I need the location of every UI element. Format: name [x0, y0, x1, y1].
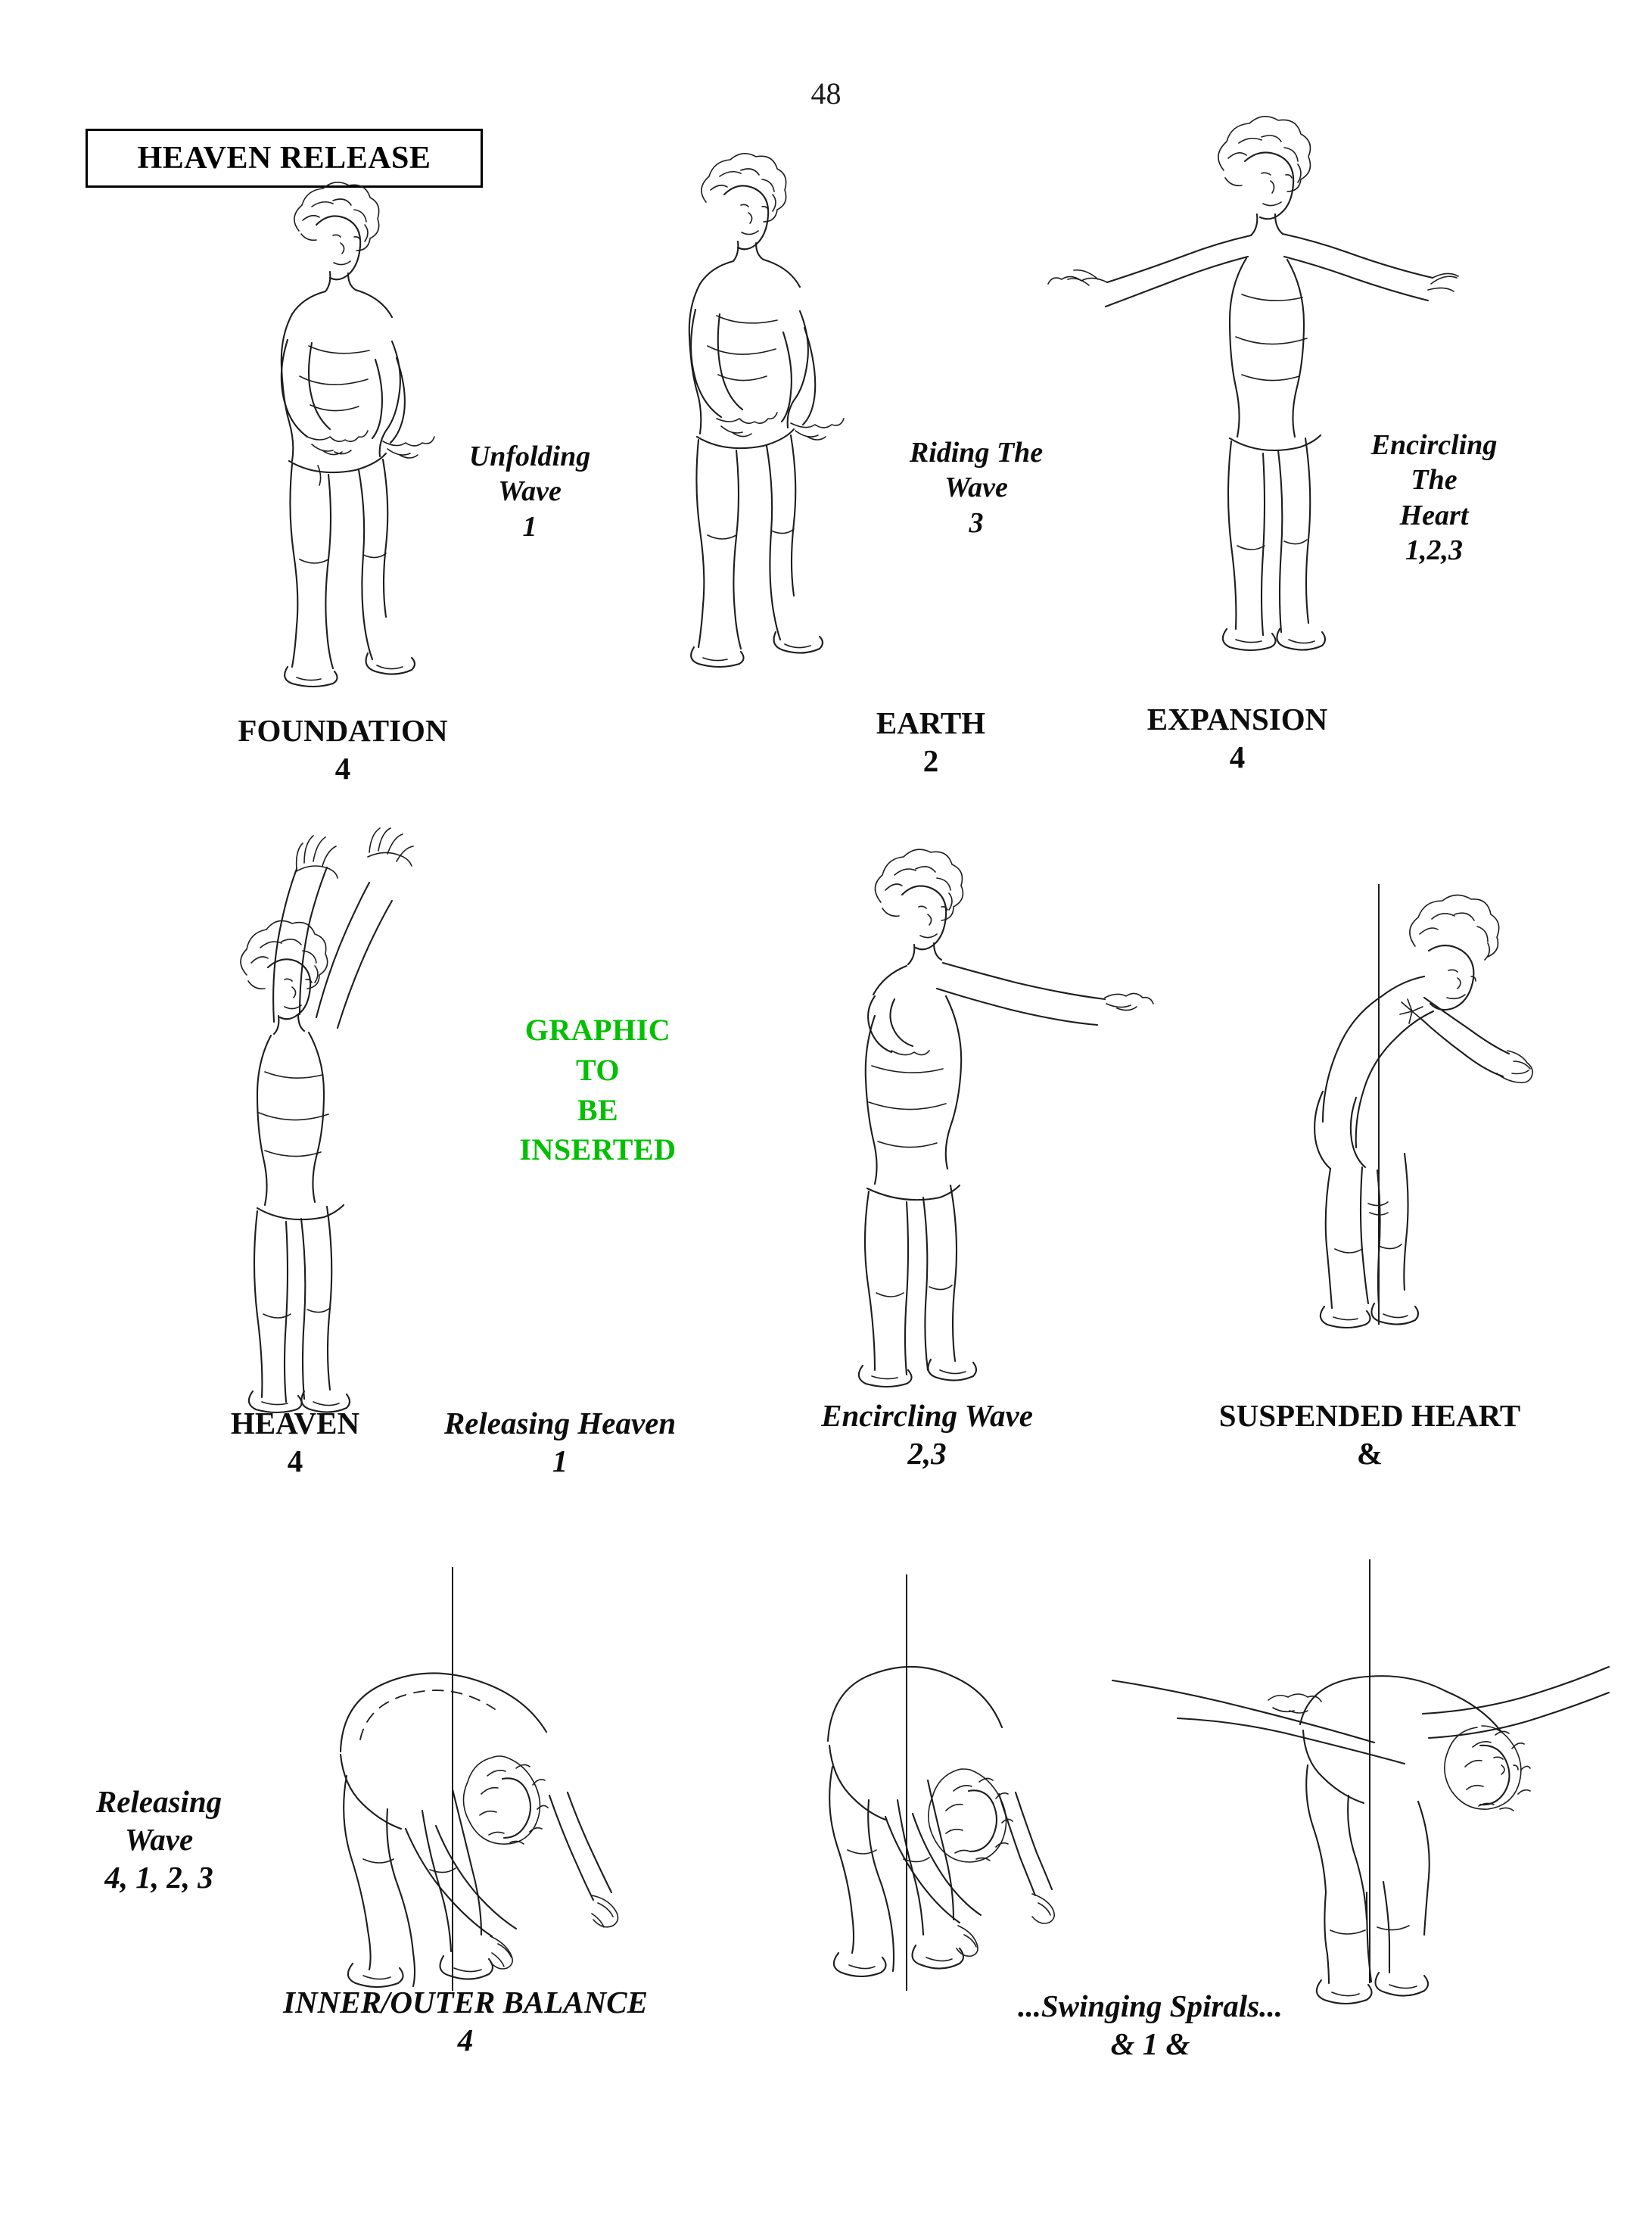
- caption-expansion-count: 4: [1229, 740, 1246, 775]
- caption-encircling-wave-name: Encircling Wave: [821, 1398, 1033, 1433]
- caption-suspended-heart-name: SUSPENDED HEART: [1218, 1398, 1521, 1433]
- caption-releasing-wave: [38, 1783, 280, 1896]
- caption-expansion: [1075, 700, 1400, 776]
- section-title: HEAVEN RELEASE: [137, 141, 431, 176]
- caption-foundation-name: FOUNDATION: [238, 713, 448, 748]
- figure-earth: [647, 148, 874, 677]
- caption-inner-outer-balance-count: 4: [457, 2023, 474, 2058]
- placeholder-line-1: GRAPHIC: [524, 1013, 671, 1047]
- caption-releasing-wave-name2: Wave: [124, 1822, 194, 1858]
- caption-expansion-name: EXPANSION: [1146, 702, 1328, 737]
- caption-encircling-wave-count: 2,3: [907, 1436, 947, 1472]
- caption-suspended-heart: [1150, 1397, 1589, 1472]
- caption-inner-outer-balance: [189, 1983, 742, 2059]
- caption-encircling-the-heart: [1309, 428, 1559, 568]
- caption-encircling-the-heart-name: Encircling: [1370, 429, 1498, 461]
- caption-releasing-heaven: [382, 1404, 738, 1480]
- caption-foundation-count: 4: [334, 751, 351, 786]
- caption-riding-the-wave-count: 3: [969, 506, 984, 539]
- figure-heaven: [189, 772, 439, 1378]
- caption-releasing-wave-count: 4, 1, 2, 3: [104, 1860, 213, 1895]
- caption-encircling-the-heart-name2: The: [1411, 464, 1458, 497]
- caption-heaven-name: HEAVEN: [230, 1406, 360, 1440]
- caption-encircling-the-heart-count: 1,2,3: [1405, 534, 1463, 567]
- caption-releasing-wave-name: Releasing: [95, 1784, 222, 1819]
- page-number: 48: [810, 76, 842, 111]
- figure-encircling-wave: [825, 848, 1188, 1408]
- caption-earth-count: 2: [922, 743, 939, 779]
- caption-releasing-heaven-count: 1: [552, 1444, 568, 1479]
- caption-releasing-heaven-name: Releasing Heaven: [443, 1406, 677, 1440]
- figure-suspended-heart: [1264, 870, 1604, 1355]
- graphic-placeholder-note: [484, 1011, 711, 1170]
- caption-unfolding-wave-count: 1: [522, 510, 537, 543]
- caption-swinging-spirals: [893, 1987, 1408, 2063]
- caption-encircling-the-heart-name3: Heart: [1399, 499, 1469, 531]
- caption-riding-the-wave-name: Riding The: [909, 437, 1044, 469]
- figure-swinging-spirals-1: [779, 1567, 1097, 2036]
- caption-swinging-spirals-count: & 1 &: [1110, 2026, 1190, 2062]
- caption-heaven-count: 4: [287, 1444, 303, 1479]
- figure-expansion: [1063, 117, 1457, 685]
- caption-encircling-wave: [757, 1397, 1097, 1472]
- caption-earth-name: EARTH: [876, 705, 986, 740]
- caption-riding-the-wave-name2: Wave: [944, 472, 1008, 504]
- figure-foundation: [227, 178, 469, 693]
- figure-inner-outer-balance: [250, 1559, 674, 2044]
- placeholder-line-3: BE: [577, 1092, 619, 1127]
- caption-swinging-spirals-name: ...Swinging Spirals...: [1018, 1989, 1283, 2023]
- figure-swinging-spirals-2: [1105, 1552, 1635, 2036]
- placeholder-line-2: TO: [575, 1052, 621, 1087]
- caption-unfolding-wave-name: Unfolding: [468, 441, 591, 472]
- placeholder-line-4: INSERTED: [519, 1132, 677, 1167]
- caption-unfolding-wave-name2: Wave: [498, 475, 562, 508]
- caption-earth: [779, 704, 1082, 780]
- caption-unfolding-wave: [409, 439, 651, 544]
- caption-inner-outer-balance-name: INNER/OUTER BALANCE: [283, 1985, 648, 2020]
- caption-suspended-heart-count: &: [1356, 1436, 1383, 1472]
